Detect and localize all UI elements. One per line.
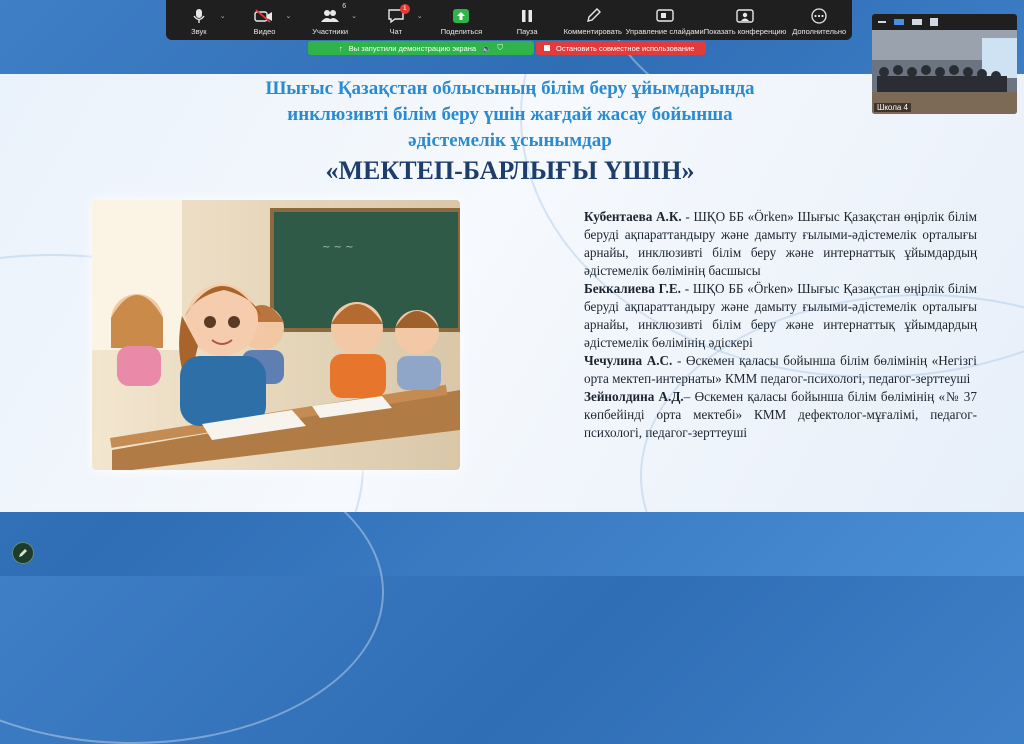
- more-button[interactable]: [786, 0, 852, 40]
- more-icon: [809, 7, 829, 25]
- video-label: Видео: [253, 27, 276, 36]
- stop-sharing-button[interactable]: [536, 41, 706, 55]
- author-description: - Өскемен қаласы бойынша білім бөлімінің «Негізгі орта мектеп-интернаты» КММ педагог-психологі, педагог-зерттеуші: [584, 353, 977, 386]
- slide-title-line-3: әдістемелік ұсынымдар: [408, 130, 612, 151]
- slides-control-icon: [655, 7, 675, 25]
- chevron-down-icon[interactable]: ⌄: [416, 13, 423, 20]
- screen-share-status: [308, 41, 534, 55]
- chat-icon: [386, 7, 406, 25]
- share-screen-icon: [451, 7, 471, 25]
- strip-view-icon[interactable]: [912, 19, 922, 25]
- authors-list: [584, 208, 977, 442]
- share-arrow-icon: ↑: [338, 43, 343, 53]
- stop-sharing-label: Остановить совместное использование: [556, 43, 695, 53]
- chevron-down-icon[interactable]: ⌄: [285, 13, 292, 20]
- author-description: - ШҚО ББ «Örken» Шығыс Қазақстан өңірлік білім беруді ақпараттандыру және дамыту ғылыми-әдістемелік орталығы арнайы, инклюзивті білім беру және интернаттық ұйымдардың әдістемелік бөлімінің басшысы: [584, 209, 977, 278]
- chat-button[interactable]: [363, 0, 429, 40]
- minimize-icon[interactable]: [878, 21, 886, 23]
- slide-main-title: «МЕКТЕП-БАРЛЫҒЫ ҮШІН»: [325, 156, 695, 185]
- share-screen-button[interactable]: [429, 0, 495, 40]
- audio-label: Звук: [191, 27, 207, 36]
- slide-title-line-2: инклюзивті білім беру үшін жағдай жасау бойынша: [287, 104, 733, 125]
- slides-control-label: Управление слайдами: [625, 27, 704, 36]
- show-meeting-button[interactable]: [704, 0, 787, 40]
- video-button[interactable]: [232, 0, 298, 40]
- participants-button[interactable]: [297, 0, 363, 40]
- annotate-label: Комментировать: [563, 27, 622, 36]
- slide-title-line-1: Шығыс Қазақстан облысының білім беру ұйымдарында: [265, 78, 755, 99]
- annotate-button[interactable]: [560, 0, 626, 40]
- svg-text:~ ~ ~: ~ ~ ~: [322, 242, 354, 253]
- author-entry: [584, 352, 977, 388]
- author-name: Кубентаева А.К.: [584, 209, 682, 224]
- author-entry: [584, 280, 977, 352]
- chevron-down-icon[interactable]: ⌄: [219, 13, 226, 20]
- participant-video[interactable]: [872, 30, 1017, 114]
- chat-unread-badge: 1: [400, 4, 410, 14]
- author-name: Чечулина А.С.: [584, 353, 673, 368]
- pencil-icon: [18, 548, 28, 558]
- shield-icon: ⛉: [497, 43, 504, 52]
- pause-button[interactable]: [494, 0, 560, 40]
- video-off-icon: [254, 7, 274, 25]
- more-label: Дополнительно: [792, 27, 847, 36]
- stop-square-icon: [544, 45, 550, 51]
- author-entry: [584, 208, 977, 280]
- annotate-floating-button[interactable]: [12, 542, 34, 564]
- author-entry: [584, 388, 977, 442]
- participants-icon: [320, 3, 347, 25]
- video-thumbnail-controls: [872, 14, 1017, 30]
- participant-name: Школа 4: [874, 103, 911, 112]
- author-name: Зейнолдина А.Д.: [584, 389, 684, 404]
- author-name: Беккалиева Г.Е.: [584, 281, 681, 296]
- classroom-illustration: [92, 200, 460, 470]
- share-status-text: Вы запустили демонстрацию экрана: [348, 43, 477, 53]
- pause-icon: [517, 7, 537, 25]
- microphone-icon: [189, 7, 209, 25]
- slides-control-button[interactable]: [626, 0, 704, 40]
- author-description: – Өскемен қаласы бойынша білім бөлімінің «№ 37 көпбейінді орта мектебі» КММ дефектолог-мұғалімі, педагог-психологі, педагог-зерттеуші: [584, 389, 977, 440]
- share-label: Поделиться: [440, 27, 483, 36]
- annotate-icon: [583, 7, 603, 25]
- presentation-slide: [0, 74, 1024, 512]
- pause-label: Пауза: [516, 27, 538, 36]
- participants-count: 6: [342, 3, 347, 10]
- participants-label: Участники: [312, 27, 349, 36]
- single-view-icon[interactable]: [894, 19, 904, 25]
- author-description: - ШҚО ББ «Örken» Шығыс Қазақстан өңірлік білім беруді ақпараттандыру және дамыту ғылыми-әдістемелік орталығы арнайы, инклюзивті білім беру және интернаттық ұйымдардың әдістемелік бөлімінің әдіскері: [584, 281, 978, 350]
- speaker-icon: 🔈: [482, 43, 492, 53]
- chat-label: Чат: [389, 27, 403, 36]
- meeting-toolbar: [166, 0, 852, 40]
- grid-view-icon[interactable]: [930, 18, 938, 26]
- audio-button[interactable]: [166, 0, 232, 40]
- show-meeting-icon: [735, 7, 755, 25]
- chevron-down-icon[interactable]: ⌄: [351, 13, 357, 20]
- show-meeting-label: Показать конференцию: [703, 27, 787, 36]
